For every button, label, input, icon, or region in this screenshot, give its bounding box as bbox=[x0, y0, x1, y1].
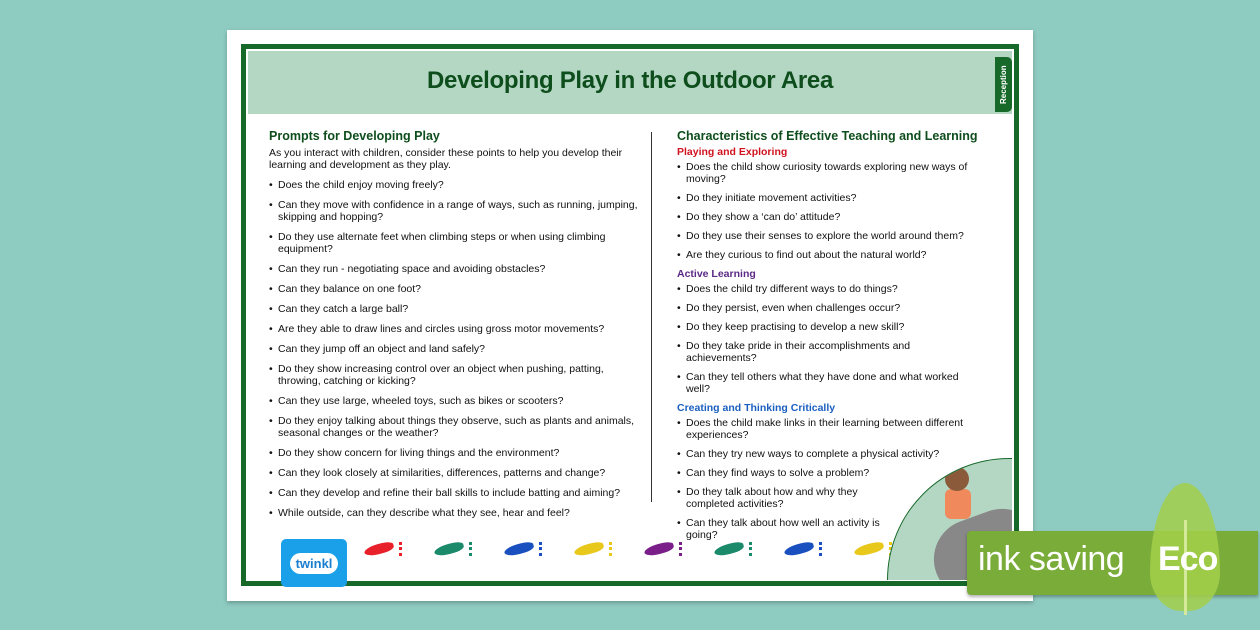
prompts-list bbox=[269, 179, 639, 519]
characteristics-sections bbox=[677, 146, 982, 541]
prompt-item: • Do they show increasing control over an object when pushing, patting, throwing, catching or kicking? bbox=[269, 363, 639, 387]
prompt-item: • Do they enjoy talking about things they observe, such as plants and animals, seasonal changes or the weather? bbox=[269, 415, 639, 439]
prompt-item: • Can they move with confidence in a range of ways, such as running, jumping, skipping and hopping? bbox=[269, 199, 639, 223]
section-heading: Creating and Thinking Critically bbox=[677, 402, 836, 414]
characteristics-heading: Characteristics of Effective Teaching and Learning bbox=[677, 129, 978, 143]
section-list bbox=[677, 161, 982, 261]
prompt-item: • While outside, can they describe what they see, hear and feel? bbox=[269, 507, 639, 519]
prompt-item: • Can they look closely at similarities, differences, patterns and change? bbox=[269, 467, 639, 479]
section-list bbox=[677, 283, 982, 395]
prompt-item: • Can they catch a large ball? bbox=[269, 303, 639, 315]
characteristic-item: • Does the child show curiosity towards exploring new ways of moving? bbox=[677, 161, 982, 185]
characteristic-item: • Do they persist, even when challenges occur? bbox=[677, 302, 982, 314]
prompt-item: • Can they balance on one foot? bbox=[269, 283, 639, 295]
section-heading: Active Learning bbox=[677, 268, 756, 280]
twinkl-logo bbox=[281, 539, 347, 587]
footprint-icon bbox=[362, 540, 404, 558]
characteristic-item: • Do they initiate movement activities? bbox=[677, 192, 982, 204]
header-band bbox=[248, 51, 1012, 114]
characteristic-item: • Do they use their senses to explore the world around them? bbox=[677, 230, 982, 242]
reception-tab: Reception bbox=[995, 57, 1012, 112]
eco-label: Eco bbox=[1158, 540, 1218, 578]
prompt-item: • Can they jump off an object and land safely? bbox=[269, 343, 639, 355]
characteristic-item: • Are they curious to find out about the natural world? bbox=[677, 249, 982, 261]
prompt-item: • Are they able to draw lines and circles using gross motor movements? bbox=[269, 323, 639, 335]
characteristic-item: • Do they keep practising to develop a new skill? bbox=[677, 321, 982, 333]
section-heading: Playing and Exploring bbox=[677, 146, 788, 158]
characteristic-item: • Does the child try different ways to do things? bbox=[677, 283, 982, 295]
page-title: Developing Play in the Outdoor Area bbox=[426, 67, 833, 94]
characteristic-item: • Can they try new ways to complete a physical activity? bbox=[677, 448, 982, 460]
ink-saving-label: ink saving bbox=[978, 540, 1125, 578]
prompts-intro: As you interact with children, consider these points to help you develop their learning and development as they play. bbox=[269, 147, 623, 171]
prompt-item: • Does the child enjoy moving freely? bbox=[269, 179, 639, 191]
characteristic-item: • Do they show a ‘can do’ attitude? bbox=[677, 211, 982, 223]
characteristic-item: • Can they find ways to solve a problem? bbox=[677, 467, 982, 479]
section-list bbox=[677, 417, 982, 541]
characteristic-item: • Does the child make links in their learning between different experiences? bbox=[677, 417, 982, 441]
prompt-item: • Do they use alternate feet when climbing steps or when using climbing equipment? bbox=[269, 231, 639, 255]
prompts-column bbox=[269, 130, 639, 527]
prompt-item: • Can they run - negotiating space and avoiding obstacles? bbox=[269, 263, 639, 275]
characteristics-column bbox=[677, 130, 982, 548]
footprint-icon bbox=[432, 540, 474, 558]
characteristic-item: • Can they tell others what they have done and what worked well? bbox=[677, 371, 982, 395]
logo-text: twinkl bbox=[290, 553, 339, 574]
characteristic-item: • Do they take pride in their accomplishments and achievements? bbox=[677, 340, 982, 364]
prompt-item: • Do they show concern for living things and the environment? bbox=[269, 447, 639, 459]
characteristic-item: • Do they talk about how and why they completed activities? bbox=[677, 486, 882, 510]
characteristic-item: • Can they talk about how well an activity is going? bbox=[677, 517, 882, 541]
column-divider bbox=[651, 132, 652, 502]
prompt-item: • Can they develop and refine their ball skills to include batting and aiming? bbox=[269, 487, 639, 499]
prompt-item: • Can they use large, wheeled toys, such as bikes or scooters? bbox=[269, 395, 639, 407]
prompts-heading: Prompts for Developing Play bbox=[269, 129, 440, 143]
footprint-icon bbox=[572, 540, 614, 558]
footprint-icon bbox=[502, 540, 544, 558]
